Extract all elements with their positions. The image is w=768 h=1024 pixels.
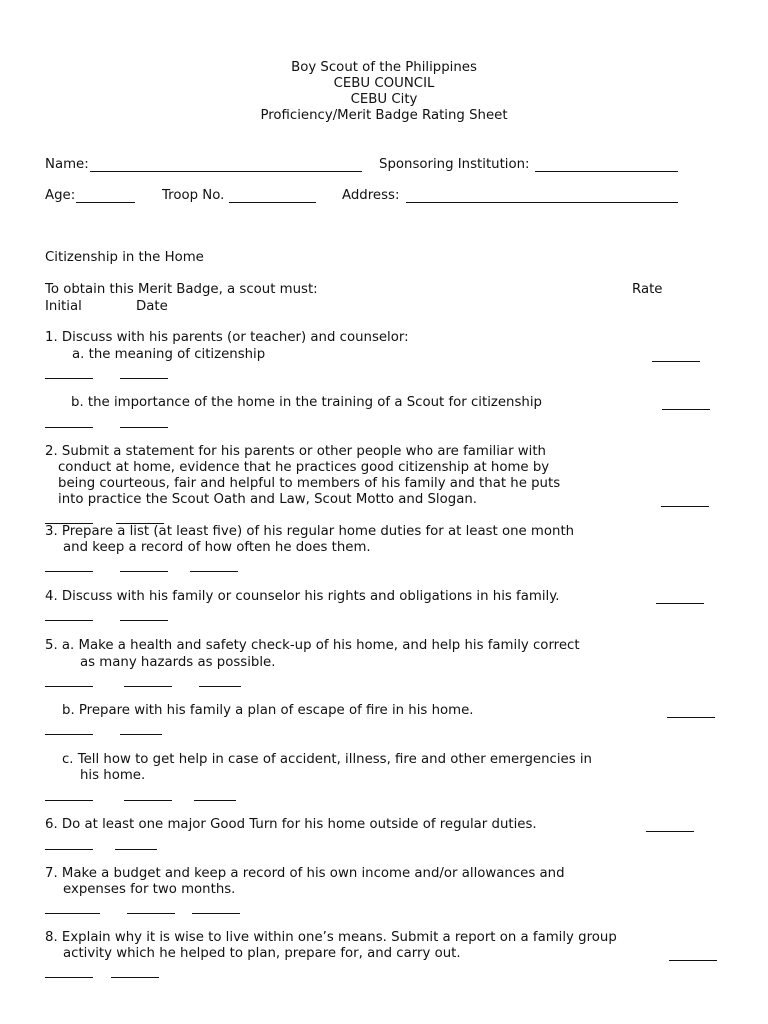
item-5a-text-line-2: as many hazards as possible.	[80, 655, 276, 670]
date-line[interactable]	[124, 686, 172, 687]
initial-line[interactable]	[45, 849, 93, 850]
initial-column-label: Initial	[45, 299, 82, 314]
troop-field-line[interactable]	[229, 202, 316, 203]
org-name: Boy Scout of the Philippines	[291, 60, 477, 75]
rate-line[interactable]	[656, 603, 704, 604]
item-7-text-line-2: expenses for two months.	[63, 882, 236, 897]
rate-line[interactable]	[646, 831, 694, 832]
rate-line[interactable]	[199, 686, 241, 687]
date-line[interactable]	[124, 800, 172, 801]
item-5c-text-line-1: c. Tell how to get help in case of accident, illness, fire and other emergencies in	[62, 752, 592, 767]
item-5b-text: b. Prepare with his family a plan of escape of fire in his home.	[62, 703, 474, 718]
initial-line[interactable]	[45, 913, 100, 914]
initial-line[interactable]	[45, 734, 93, 735]
address-label: Address:	[342, 188, 400, 203]
item-1b-text: b. the importance of the home in the training of a Scout for citizenship	[71, 395, 542, 410]
date-line[interactable]	[111, 977, 159, 978]
item-7-text-line-1: 7. Make a budget and keep a record of his own income and/or allowances and	[45, 866, 565, 881]
initial-line[interactable]	[45, 571, 93, 572]
item-5a-text-line-1: 5. a. Make a health and safety check-up of his home, and help his family correct	[45, 638, 580, 653]
item-3-text-line-1: 3. Prepare a list (at least five) of his regular home duties for at least one month	[45, 524, 575, 539]
rate-line[interactable]	[192, 913, 240, 914]
item-2-text-line-1: 2. Submit a statement for his parents or other people who are familiar with	[45, 444, 546, 459]
date-line[interactable]	[127, 913, 175, 914]
date-line[interactable]	[120, 378, 168, 379]
sheet-title: Proficiency/Merit Badge Rating Sheet	[260, 108, 508, 123]
item-1-text: 1. Discuss with his parents (or teacher) and counselor:	[45, 330, 409, 345]
item-4-text: 4. Discuss with his family or counselor his rights and obligations in his family.	[45, 589, 560, 604]
date-line[interactable]	[120, 427, 168, 428]
initial-line[interactable]	[45, 427, 93, 428]
item-5c-text-line-2: his home.	[80, 768, 146, 783]
item-2-text-line-4: into practice the Scout Oath and Law, Scout Motto and Slogan.	[58, 492, 478, 507]
rate-line[interactable]	[190, 571, 238, 572]
section-intro: To obtain this Merit Badge, a scout must:	[45, 282, 318, 297]
date-column-label: Date	[136, 299, 168, 314]
address-field-line[interactable]	[406, 202, 678, 203]
rate-line[interactable]	[194, 800, 236, 801]
item-3-text-line-2: and keep a record of how often he does them.	[63, 540, 371, 555]
item-1a-text: a. the meaning of citizenship	[72, 347, 266, 362]
initial-line[interactable]	[45, 977, 93, 978]
date-line[interactable]	[115, 849, 157, 850]
item-6-text: 6. Do at least one major Good Turn for his home outside of regular duties.	[45, 817, 537, 832]
item-8-text-line-1: 8. Explain why it is wise to live within one’s means. Submit a report on a family group	[45, 930, 617, 945]
name-label: Name:	[45, 157, 89, 172]
rate-column-label: Rate	[632, 282, 663, 297]
age-label: Age:	[45, 188, 76, 203]
initial-line[interactable]	[45, 620, 93, 621]
initial-line[interactable]	[45, 686, 93, 687]
date-line[interactable]	[120, 571, 168, 572]
rate-line[interactable]	[669, 960, 717, 961]
initial-line[interactable]	[45, 378, 93, 379]
item-2-text-line-2: conduct at home, evidence that he practices good citizenship at home by	[58, 460, 550, 475]
item-2-text-line-3: being courteous, fair and helpful to members of his family and that he puts	[58, 476, 561, 491]
rate-line[interactable]	[662, 409, 710, 410]
name-field-line[interactable]	[90, 171, 362, 172]
date-line[interactable]	[120, 734, 162, 735]
rate-line[interactable]	[667, 717, 715, 718]
troop-label: Troop No.	[162, 188, 225, 203]
item-8-text-line-2: activity which he helped to plan, prepare for, and carry out.	[63, 946, 461, 961]
sponsor-label: Sponsoring Institution:	[379, 157, 530, 172]
date-line[interactable]	[120, 620, 168, 621]
council-name: CEBU COUNCIL	[333, 76, 435, 91]
section-title: Citizenship in the Home	[45, 250, 204, 265]
rate-line[interactable]	[661, 506, 709, 507]
city-name: CEBU City	[350, 92, 418, 107]
age-field-line[interactable]	[76, 202, 135, 203]
initial-line[interactable]	[45, 800, 93, 801]
sponsor-field-line[interactable]	[535, 171, 678, 172]
rate-line[interactable]	[652, 361, 700, 362]
